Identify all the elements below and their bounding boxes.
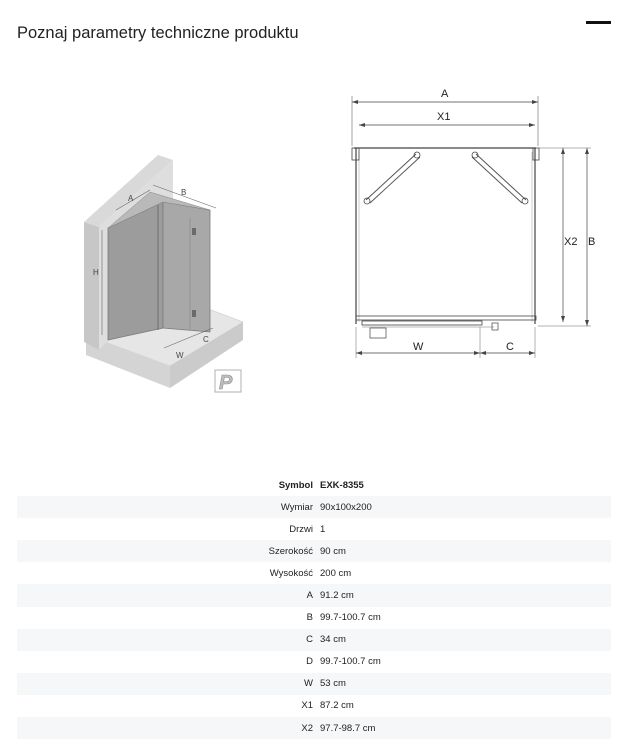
spec-value: 99.7-100.7 cm: [320, 612, 381, 624]
spec-value: 1: [320, 523, 326, 535]
spec-value: 97.7-98.7 cm: [317, 717, 611, 739]
spec-label: Szerokość: [17, 540, 317, 562]
hinge-bottom: [192, 310, 196, 317]
dim-w-arrow-right: [474, 351, 480, 355]
iso-label-b: B: [181, 188, 187, 197]
dim-b-arrow-bottom: [585, 320, 589, 326]
dim-w-arrow-left: [356, 351, 362, 355]
brace-right-b: [472, 157, 522, 203]
spec-label: Wysokość: [269, 567, 313, 579]
dim-x2-arrow-top: [561, 148, 565, 154]
spec-row: [17, 584, 611, 606]
spec-value: 53 cm: [317, 673, 611, 695]
spec-label: X1: [301, 700, 313, 712]
spec-label: C: [17, 629, 317, 651]
dim-x2-arrow-bottom: [561, 316, 565, 322]
spec-row: [17, 717, 611, 739]
spec-value: 90x100x200: [317, 496, 611, 518]
brace-left-a: [366, 154, 416, 200]
plan-label-a: A: [441, 88, 449, 100]
spec-label: X2: [17, 717, 317, 739]
brace-right-a: [476, 154, 526, 200]
page-title: Poznaj parametry techniczne produktu: [17, 24, 299, 42]
spec-value: 200 cm: [320, 567, 352, 579]
spec-row: [17, 673, 611, 695]
plan-label-w: W: [413, 341, 424, 353]
spec-value: 99.7-100.7 cm: [320, 656, 381, 668]
plan-label-x1: X1: [437, 111, 451, 123]
iso-label-h: H: [93, 268, 99, 277]
spec-row: [17, 540, 611, 562]
spec-row: [17, 651, 611, 673]
hinge-top: [192, 228, 196, 235]
spec-label: Symbol: [278, 479, 313, 491]
spec-value: 91.2 cm: [317, 584, 611, 606]
badge-letter: P: [219, 372, 233, 394]
plan-label-x2: X2: [564, 236, 578, 248]
spec-row: [17, 607, 611, 629]
spec-label: Drzwi: [289, 523, 313, 535]
collapse-icon[interactable]: [586, 21, 611, 24]
wall-left-face: [84, 222, 99, 350]
iso-label-a: A: [128, 194, 134, 203]
isometric-illustration: [78, 150, 253, 395]
spec-row: [17, 562, 611, 584]
dim-b-arrow-top: [585, 148, 589, 154]
dim-a-arrow-left: [352, 100, 358, 104]
spec-label: A: [17, 584, 317, 606]
spec-label: Wymiar: [17, 496, 317, 518]
spec-value: 90 cm: [317, 540, 611, 562]
spec-value: 34 cm: [317, 629, 611, 651]
dim-a-arrow-right: [532, 100, 538, 104]
plan-label-b: B: [588, 236, 596, 248]
spec-row: [17, 518, 611, 540]
door-panel: [362, 321, 482, 325]
glass-side-panel: [163, 202, 210, 332]
dim-x1-arrow-right: [529, 123, 535, 127]
spec-label: B: [306, 612, 313, 624]
spec-row: [17, 695, 611, 717]
spec-row: [17, 474, 611, 496]
brace-left-b: [370, 157, 420, 203]
door-handle: [370, 328, 386, 338]
plan-label-c: C: [506, 341, 514, 353]
iso-label-w: W: [176, 351, 184, 360]
spec-value: 87.2 cm: [320, 700, 354, 712]
spec-row: [17, 496, 611, 518]
spec-table: [17, 474, 611, 739]
front-profile: [356, 316, 536, 320]
dim-c-arrow-right: [529, 351, 535, 355]
spec-label: W: [17, 673, 317, 695]
spec-row: [17, 629, 611, 651]
spec-label: D: [306, 656, 313, 668]
corner-bracket-tr: [533, 148, 539, 160]
dim-x1-arrow-left: [359, 123, 365, 127]
door-end-cap: [492, 323, 498, 330]
plan-drawing: [344, 82, 614, 362]
dim-c-arrow-left: [480, 351, 486, 355]
iso-label-c: C: [203, 335, 209, 344]
spec-value: EXK-8355: [320, 479, 364, 491]
